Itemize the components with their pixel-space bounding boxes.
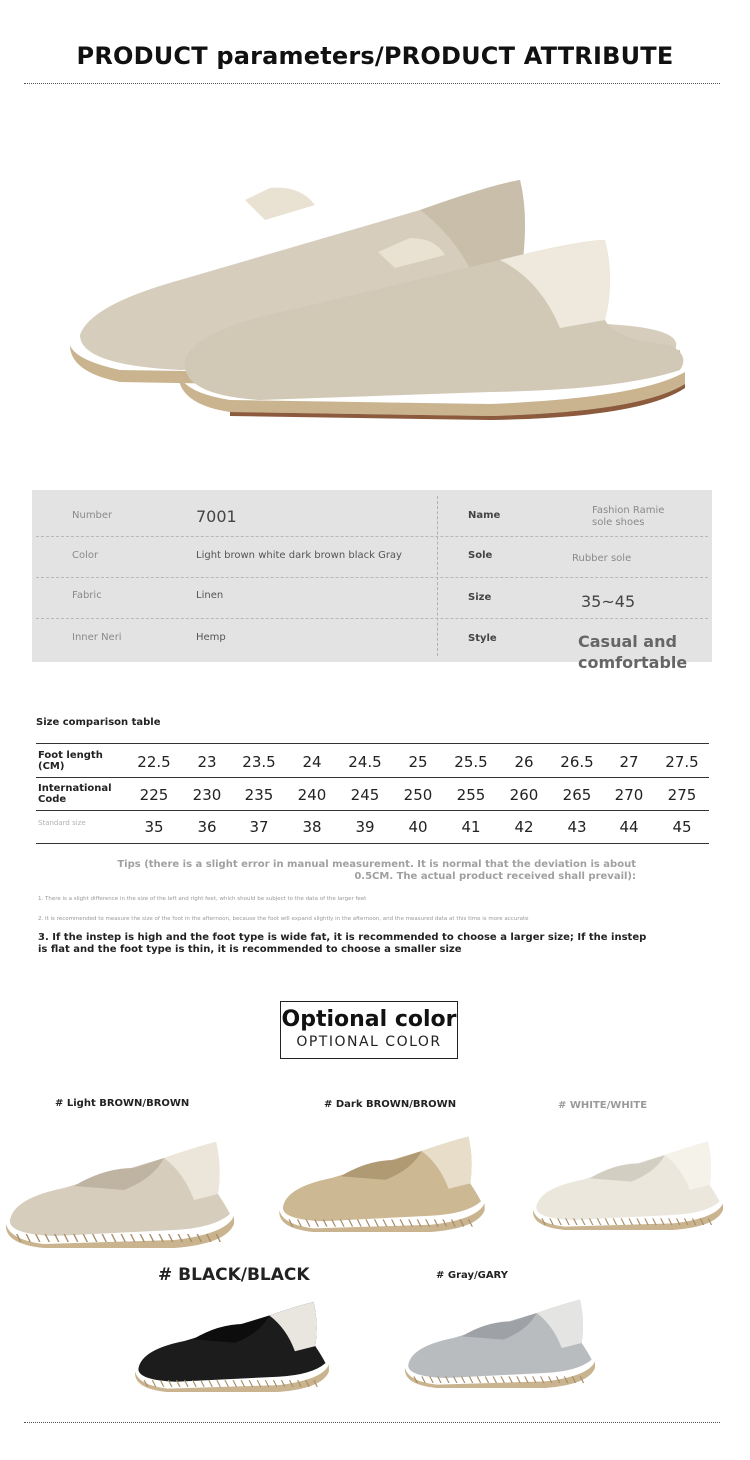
tip-2: 2. It is recommended to measure the size of the foot in the afternoon, because the foot will expand slightly in the afternoon, and the measured data at this time is more accurate — [38, 916, 529, 922]
size-cell: 44 — [619, 818, 639, 836]
attr-value-color: Light brown white dark brown black Gray — [196, 550, 402, 561]
size-cell: 245 — [350, 786, 380, 804]
size-cell: 41 — [461, 818, 481, 836]
color-label-gray: # Gray/GARY — [436, 1270, 508, 1281]
shoe-white-image — [512, 1130, 744, 1230]
row-divider — [36, 577, 708, 578]
size-cell: 37 — [249, 818, 269, 836]
size-cell: 23.5 — [242, 753, 276, 771]
tip-3: 3. If the instep is high and the foot type is wide fat, it is recommended to choose a larger size; If the instep is flat and the foot type is thin, it is recommended to choose a smaller size — [38, 932, 647, 955]
size-cell: 35 — [144, 818, 164, 836]
page-title: PRODUCT parameters/PRODUCT ATTRIBUTE — [76, 42, 674, 70]
attr-label-name: Name — [468, 510, 501, 521]
table-rule — [36, 743, 709, 744]
shoe-light-brown-image — [4, 1128, 236, 1248]
optional-color-subtitle: OPTIONAL COLOR — [296, 1034, 442, 1050]
size-cell: 45 — [672, 818, 692, 836]
color-label-white: # WHITE/WHITE — [558, 1100, 648, 1111]
size-table-title: Size comparison table — [36, 717, 161, 728]
size-cell: 235 — [244, 786, 274, 804]
optional-color-title: Optional color — [281, 1007, 457, 1032]
color-label-dark-brown: # Dark BROWN/BROWN — [324, 1099, 457, 1110]
attr-value-style: Casual and comfortable — [578, 632, 688, 672]
attr-label-size: Size — [468, 592, 492, 603]
size-cell: 42 — [514, 818, 534, 836]
table-rule — [36, 777, 709, 778]
column-divider — [437, 496, 438, 656]
color-label-black: # BLACK/BLACK — [158, 1265, 310, 1285]
divider — [24, 83, 720, 84]
size-cell: 26 — [514, 753, 534, 771]
size-cell: 27 — [619, 753, 639, 771]
attr-label-color: Color — [72, 550, 99, 561]
shoe-dark-brown-image — [266, 1124, 498, 1232]
row-divider — [36, 536, 708, 537]
attr-value-size: 35~45 — [581, 592, 636, 611]
shoe-gray-image — [390, 1288, 610, 1388]
attr-label-fabric: Fabric — [72, 590, 102, 601]
color-label-light-brown: # Light BROWN/BROWN — [55, 1098, 190, 1109]
size-cell: 27.5 — [665, 753, 699, 771]
attr-value-number: 7001 — [196, 507, 237, 526]
size-cell: 39 — [355, 818, 375, 836]
size-cell: 43 — [567, 818, 587, 836]
size-cell: 250 — [403, 786, 433, 804]
size-cell: 22.5 — [137, 753, 171, 771]
size-cell: 270 — [614, 786, 644, 804]
table-rule — [36, 810, 709, 811]
size-cell: 240 — [297, 786, 327, 804]
attr-label-style: Style — [468, 633, 497, 644]
size-cell: 24 — [302, 753, 322, 771]
optional-color-box — [280, 1001, 458, 1059]
row-divider — [36, 618, 708, 619]
size-cell: 23 — [197, 753, 217, 771]
size-cell: 275 — [667, 786, 697, 804]
size-cell: 230 — [192, 786, 222, 804]
size-cell: 25.5 — [454, 753, 488, 771]
size-cell: 265 — [562, 786, 592, 804]
attribute-table — [32, 490, 712, 672]
size-cell: 25 — [408, 753, 428, 771]
size-cell: 38 — [302, 818, 322, 836]
size-cell: 36 — [197, 818, 217, 836]
size-cell: 26.5 — [560, 753, 594, 771]
shoe-black-image — [116, 1290, 348, 1392]
tip-1: 1. There is a slight difference in the size of the left and right feet, which should be subject to the data of the larger feet — [38, 896, 367, 902]
attr-label-number: Number — [72, 510, 113, 521]
size-row-label: Foot length (CM) — [38, 750, 103, 772]
attr-label-sole: Sole — [468, 550, 493, 561]
attr-label-inner: Inner Neri — [72, 632, 122, 643]
size-cell: 40 — [408, 818, 428, 836]
size-cell: 24.5 — [348, 753, 382, 771]
tips-heading: Tips (there is a slight error in manual measurement. It is normal that the deviation is about 0.5CM. The actual product received shall prevail): — [117, 859, 636, 882]
hero-shoe-pair-image — [60, 160, 690, 420]
table-rule — [36, 843, 709, 844]
attr-value-sole: Rubber sole — [572, 553, 632, 564]
size-cell: 225 — [139, 786, 169, 804]
size-row-label: International Code — [38, 783, 112, 805]
size-row-label: Standard size — [38, 819, 86, 827]
attr-value-fabric: Linen — [196, 590, 224, 601]
divider — [24, 1422, 720, 1423]
attr-value-inner: Hemp — [196, 632, 226, 643]
size-cell: 255 — [456, 786, 486, 804]
attr-value-name: Fashion Ramie sole shoes — [592, 505, 665, 528]
size-cell: 260 — [509, 786, 539, 804]
